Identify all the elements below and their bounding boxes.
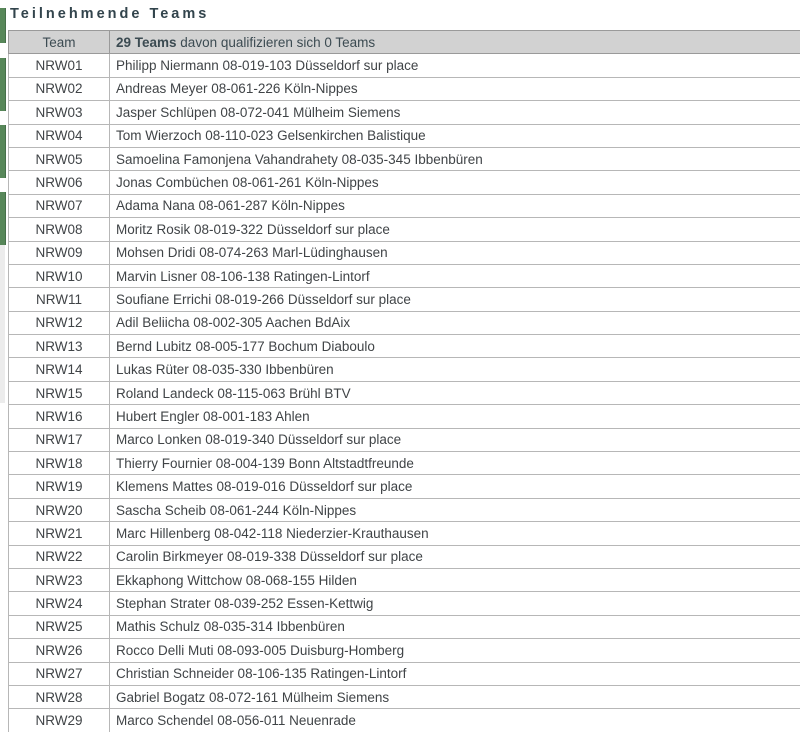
table-row (9, 592, 800, 615)
team-code: NRW20 (9, 498, 110, 521)
team-entry: Jasper Schlüpen 08-072-041 Mülheim Siemens (110, 101, 800, 124)
team-entry: Ekkaphong Wittchow 08-068-155 Hilden (110, 568, 800, 591)
teams-tbody (9, 54, 800, 732)
table-row (9, 428, 800, 451)
team-code: NRW05 (9, 147, 110, 170)
team-code: NRW08 (9, 218, 110, 241)
team-entry: Roland Landeck 08-115-063 Brühl BTV (110, 381, 800, 404)
table-row (9, 639, 800, 662)
team-entry: Marco Lonken 08-019-340 Düsseldorf sur place (110, 428, 800, 451)
table-row (9, 335, 800, 358)
table-row (9, 615, 800, 638)
team-code: NRW14 (9, 358, 110, 381)
team-entry: Marc Hillenberg 08-042-118 Niederzier-Krauthausen (110, 522, 800, 545)
team-entry: Jonas Combüchen 08-061-261 Köln-Nippes (110, 171, 800, 194)
team-code: NRW26 (9, 639, 110, 662)
team-entry: Philipp Niermann 08-019-103 Düsseldorf sur place (110, 54, 800, 77)
team-column-header: Team (9, 31, 110, 54)
team-entry: Moritz Rosik 08-019-322 Düsseldorf sur place (110, 218, 800, 241)
team-entry: Mohsen Dridi 08-074-263 Marl-Lüdinghausen (110, 241, 800, 264)
table-row (9, 709, 800, 732)
team-entry: Mathis Schulz 08-035-314 Ibbenbüren (110, 615, 800, 638)
table-row (9, 452, 800, 475)
table-row (9, 662, 800, 685)
table-row (9, 545, 800, 568)
teams-summary-header (110, 31, 800, 54)
team-entry: Hubert Engler 08-001-183 Ahlen (110, 405, 800, 428)
table-row (9, 147, 800, 170)
table-row (9, 124, 800, 147)
team-entry: Lukas Rüter 08-035-330 Ibbenbüren (110, 358, 800, 381)
table-row (9, 405, 800, 428)
table-row (9, 498, 800, 521)
table-row (9, 54, 800, 77)
team-entry: Tom Wierzoch 08-110-023 Gelsenkirchen Balistique (110, 124, 800, 147)
table-row (9, 475, 800, 498)
page-title: Teilnehmende Teams (10, 6, 210, 22)
team-entry: Gabriel Bogatz 08-072-161 Mülheim Siemens (110, 685, 800, 708)
table-header-row (9, 31, 800, 54)
team-code: NRW12 (9, 311, 110, 334)
team-entry: Stephan Strater 08-039-252 Essen-Kettwig (110, 592, 800, 615)
team-code: NRW24 (9, 592, 110, 615)
left-accent-bar (0, 192, 6, 245)
team-code: NRW21 (9, 522, 110, 545)
team-code: NRW13 (9, 335, 110, 358)
team-entry: Samoelina Famonjena Vahandrahety 08-035-345 Ibbenbüren (110, 147, 800, 170)
team-entry: Carolin Birkmeyer 08-019-338 Düsseldorf sur place (110, 545, 800, 568)
team-code: NRW09 (9, 241, 110, 264)
table-row (9, 218, 800, 241)
team-code: NRW15 (9, 381, 110, 404)
table-row (9, 685, 800, 708)
team-entry: Christian Schneider 08-106-135 Ratingen-Lintorf (110, 662, 800, 685)
team-code: NRW07 (9, 194, 110, 217)
team-code: NRW18 (9, 452, 110, 475)
left-accent-bar (0, 58, 6, 111)
team-code: NRW06 (9, 171, 110, 194)
team-entry: Adama Nana 08-061-287 Köln-Nippes (110, 194, 800, 217)
team-code: NRW25 (9, 615, 110, 638)
left-accent-bar (0, 8, 6, 43)
team-entry: Rocco Delli Muti 08-093-005 Duisburg-Homberg (110, 639, 800, 662)
team-code: NRW01 (9, 54, 110, 77)
table-row (9, 288, 800, 311)
team-entry: Sascha Scheib 08-061-244 Köln-Nippes (110, 498, 800, 521)
table-row (9, 358, 800, 381)
team-code: NRW17 (9, 428, 110, 451)
team-code: NRW03 (9, 101, 110, 124)
team-entry: Andreas Meyer 08-061-226 Köln-Nippes (110, 77, 800, 100)
team-entry: Adil Beliicha 08-002-305 Aachen BdAix (110, 311, 800, 334)
team-code: NRW04 (9, 124, 110, 147)
table-row (9, 381, 800, 404)
table-row (9, 522, 800, 545)
team-code: NRW10 (9, 264, 110, 287)
team-code: NRW16 (9, 405, 110, 428)
table-row (9, 77, 800, 100)
team-entry: Marvin Lisner 08-106-138 Ratingen-Lintorf (110, 264, 800, 287)
table-row (9, 101, 800, 124)
teams-table (8, 30, 800, 732)
table-row (9, 311, 800, 334)
team-code: NRW23 (9, 568, 110, 591)
team-entry: Soufiane Errichi 08-019-266 Düsseldorf sur place (110, 288, 800, 311)
team-entry: Thierry Fournier 08-004-139 Bonn Altstadtfreunde (110, 452, 800, 475)
team-code: NRW28 (9, 685, 110, 708)
team-code: NRW27 (9, 662, 110, 685)
table-row (9, 171, 800, 194)
team-code: NRW11 (9, 288, 110, 311)
left-accent-bar (0, 125, 6, 178)
table-row (9, 241, 800, 264)
team-entry: Bernd Lubitz 08-005-177 Bochum Diaboulo (110, 335, 800, 358)
table-row (9, 568, 800, 591)
team-code: NRW29 (9, 709, 110, 732)
teams-count-label: 29 Teams (116, 34, 177, 50)
team-code: NRW19 (9, 475, 110, 498)
team-code: NRW02 (9, 77, 110, 100)
team-entry: Marco Schendel 08-056-011 Neuenrade (110, 709, 800, 732)
table-row (9, 194, 800, 217)
team-code: NRW22 (9, 545, 110, 568)
qualification-label: davon qualifizieren sich 0 Teams (176, 34, 376, 50)
team-entry: Klemens Mattes 08-019-016 Düsseldorf sur place (110, 475, 800, 498)
table-row (9, 264, 800, 287)
left-pale-bar (0, 245, 5, 403)
